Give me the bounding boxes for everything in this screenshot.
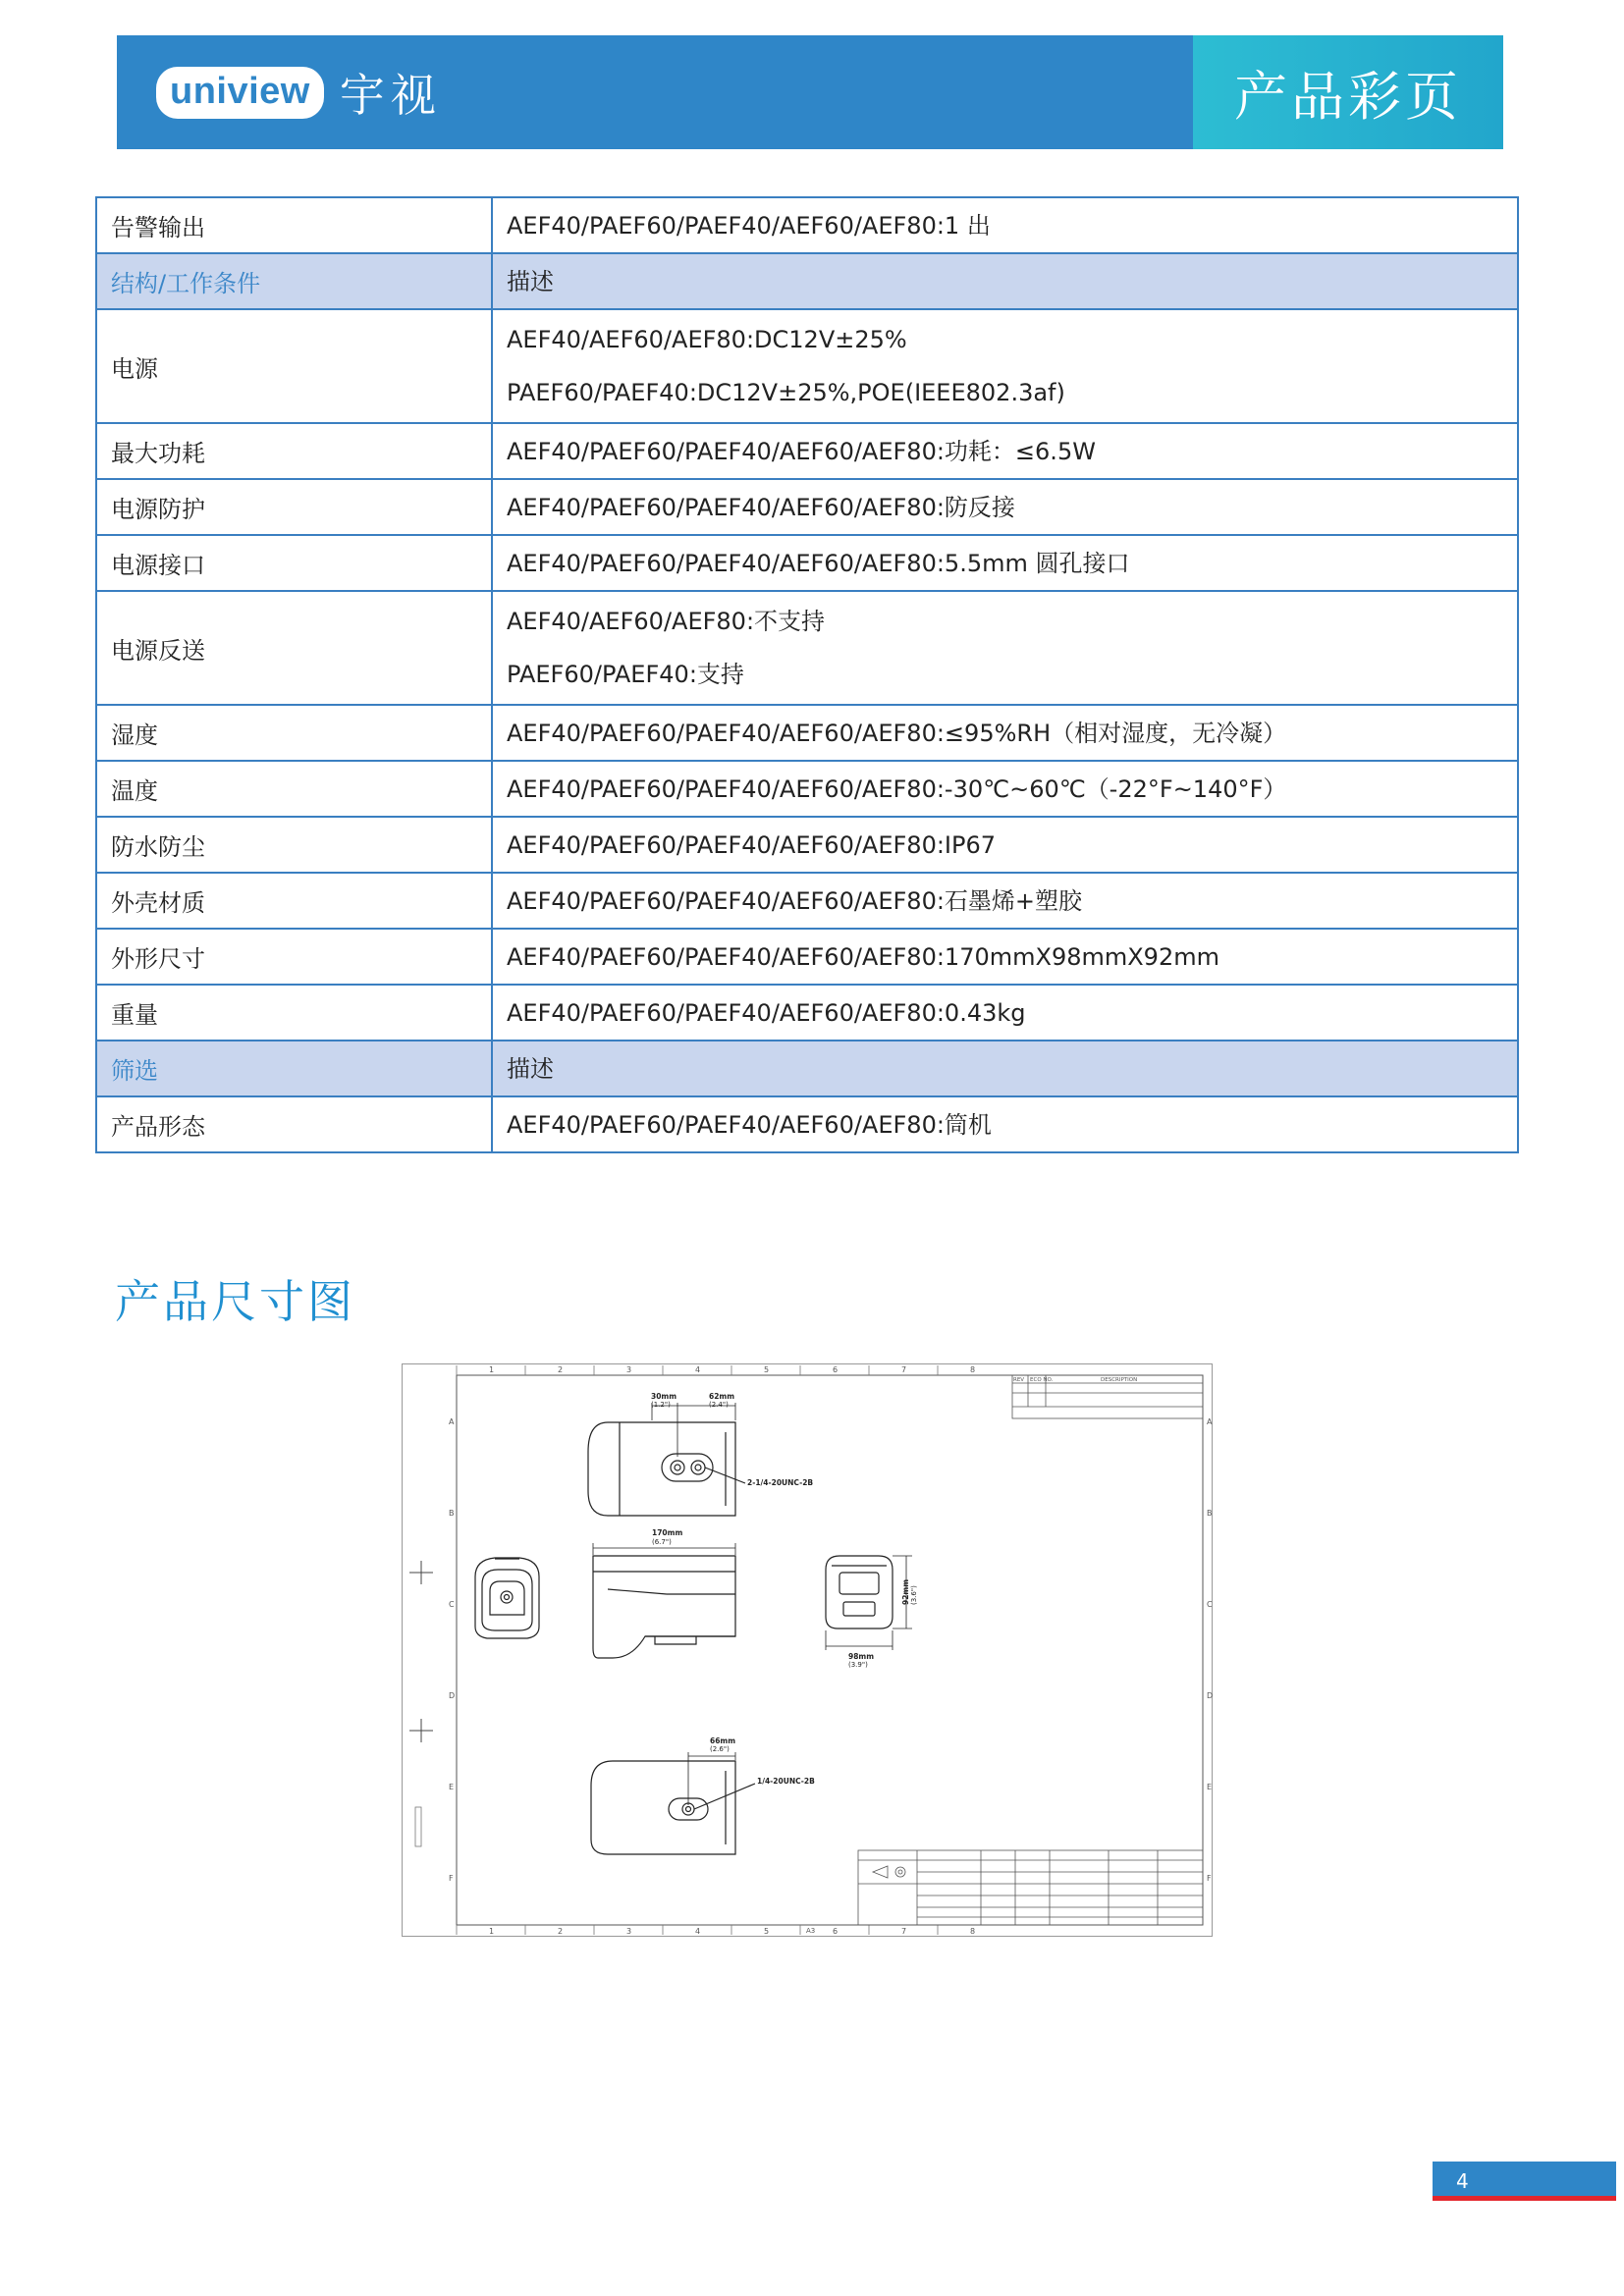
brand-area [117, 35, 1193, 149]
spec-value [492, 1096, 1518, 1152]
column-marker: 8 [970, 1365, 976, 1374]
spec-row [96, 197, 1518, 253]
spec-value-line: AEF40/PAEF60/PAEF40/AEF60/AEF80:IP67 [507, 830, 997, 859]
spec-key: 湿度 [96, 705, 492, 761]
row-marker: C [1207, 1600, 1213, 1609]
back-view [826, 1556, 893, 1629]
spec-value [492, 423, 1518, 479]
rev-col-label: REV [1013, 1377, 1025, 1383]
row-marker: F [1207, 1874, 1212, 1883]
dim-66mm: 66mm [710, 1736, 736, 1745]
spec-key: 电源防护 [96, 479, 492, 535]
spec-row [96, 761, 1518, 817]
spec-row [96, 1096, 1518, 1152]
spec-value [492, 309, 1518, 423]
spec-key: 筛选 [96, 1041, 492, 1096]
column-marker: 2 [558, 1365, 564, 1374]
column-marker: 2 [558, 1927, 564, 1936]
spec-value [492, 761, 1518, 817]
row-marker: F [449, 1874, 454, 1883]
column-marker: 8 [970, 1927, 976, 1936]
top-thread-label: 2-1/4-20UNC-2B [747, 1478, 814, 1487]
spec-value-line: AEF40/PAEF60/PAEF40/AEF60/AEF80:170mmX98mmX92mm [507, 942, 1219, 971]
column-marker: 1 [489, 1365, 495, 1374]
spec-key: 外形尺寸 [96, 929, 492, 985]
spec-value-line: AEF40/PAEF60/PAEF40/AEF60/AEF80:石墨烯+塑胶 [507, 886, 1083, 915]
row-marker: C [449, 1600, 455, 1609]
dim-98mm-in: (3.9") [848, 1661, 868, 1669]
spec-key: 告警输出 [96, 197, 492, 253]
dim-170mm: 170mm [652, 1528, 683, 1537]
spec-value [492, 253, 1518, 309]
column-marker: 6 [833, 1365, 839, 1374]
row-marker: E [1207, 1783, 1213, 1791]
desc-col-label: DESCRIPTION [1101, 1377, 1138, 1383]
spec-value-line: AEF40/PAEF60/PAEF40/AEF60/AEF80:0.43kg [507, 998, 1026, 1027]
dimension-drawing [402, 1363, 1213, 1937]
column-marker: 4 [695, 1365, 701, 1374]
spec-value [492, 817, 1518, 873]
spec-key: 电源反送 [96, 591, 492, 705]
section-header-row [96, 253, 1518, 309]
dim-170mm-in: (6.7") [652, 1538, 672, 1546]
row-marker: A [1207, 1417, 1213, 1426]
spec-table [95, 196, 1519, 1153]
spec-value [492, 929, 1518, 985]
page-number: 4 [1433, 2162, 1616, 2201]
spec-row [96, 479, 1518, 535]
dim-98mm: 98mm [848, 1652, 875, 1661]
spec-key: 防水防尘 [96, 817, 492, 873]
column-marker: 7 [901, 1365, 907, 1374]
spec-value-line: AEF40/PAEF60/PAEF40/AEF60/AEF80:功耗：≤6.5W [507, 437, 1096, 465]
section-header-row [96, 1041, 1518, 1096]
spec-value-line: 描述 [507, 1054, 554, 1083]
brand-cn-name: 宇视 [339, 69, 442, 122]
spec-row [96, 817, 1518, 873]
row-marker: D [449, 1691, 456, 1700]
row-marker: D [1207, 1691, 1213, 1700]
spec-value-line: AEF40/AEF60/AEF80:不支持 [507, 608, 826, 635]
dim-62mm-in: (2.4") [709, 1401, 729, 1409]
dim-92mm: 92mm [901, 1578, 910, 1605]
spec-row [96, 929, 1518, 985]
spec-row [96, 535, 1518, 591]
uniview-logo: uniview [156, 67, 324, 119]
spec-key: 电源接口 [96, 535, 492, 591]
column-marker: 5 [764, 1927, 770, 1936]
spec-value [492, 591, 1518, 705]
spec-row [96, 873, 1518, 929]
dim-66mm-in: (2.6") [710, 1745, 730, 1753]
bottom-thread-label: 1/4-20UNC-2B [757, 1777, 815, 1786]
dim-62mm: 62mm [709, 1392, 735, 1401]
column-marker: 3 [626, 1365, 632, 1374]
dimension-section-title: 产品尺寸图 [115, 1275, 355, 1328]
spec-value-line: AEF40/PAEF60/PAEF40/AEF60/AEF80:≤95%RH（相对湿度，无冷凝） [507, 719, 1287, 747]
spec-row [96, 309, 1518, 423]
dim-92mm-in: (3.6") [910, 1585, 918, 1605]
spec-key: 重量 [96, 985, 492, 1041]
spec-key: 外壳材质 [96, 873, 492, 929]
spec-value [492, 479, 1518, 535]
header-banner [117, 35, 1503, 149]
bottom-view [591, 1761, 755, 1854]
spec-value [492, 985, 1518, 1041]
spec-value-line: PAEF60/PAEF40:支持 [507, 661, 744, 688]
spec-value-line: PAEF60/PAEF40:DC12V±25%,POE(IEEE802.3af) [507, 379, 1065, 406]
column-marker: 6 [833, 1927, 839, 1936]
spec-row [96, 423, 1518, 479]
spec-key: 最大功耗 [96, 423, 492, 479]
front-view [475, 1558, 539, 1638]
spec-value-line: AEF40/PAEF60/PAEF40/AEF60/AEF80:防反接 [507, 493, 1015, 521]
spec-value-line: AEF40/PAEF60/PAEF40/AEF60/AEF80:1 出 [507, 211, 991, 240]
page-type-label: 产品彩页 [1193, 35, 1503, 149]
spec-key: 结构/工作条件 [96, 253, 492, 309]
column-marker: 1 [489, 1927, 495, 1936]
spec-row [96, 985, 1518, 1041]
top-view [588, 1422, 745, 1516]
row-marker: A [449, 1417, 455, 1426]
eco-col-label: ECO NO. [1030, 1377, 1054, 1383]
column-marker: 5 [764, 1365, 770, 1374]
spec-value [492, 873, 1518, 929]
spec-key: 电源 [96, 309, 492, 423]
row-marker: B [449, 1509, 455, 1518]
spec-value-line: AEF40/PAEF60/PAEF40/AEF60/AEF80:5.5mm 圆孔接口 [507, 549, 1130, 577]
row-marker: E [449, 1783, 455, 1791]
column-marker: 7 [901, 1927, 907, 1936]
spec-value [492, 197, 1518, 253]
spec-key: 产品形态 [96, 1096, 492, 1152]
sheet-size-label: A3 [806, 1927, 816, 1935]
dim-30mm-in: (1.2") [651, 1401, 671, 1409]
spec-value [492, 535, 1518, 591]
column-marker: 4 [695, 1927, 701, 1936]
spec-key: 温度 [96, 761, 492, 817]
column-marker: 3 [626, 1927, 632, 1936]
spec-value [492, 1041, 1518, 1096]
row-marker: B [1207, 1509, 1213, 1518]
spec-value-line: 描述 [507, 267, 554, 295]
spec-value-line: AEF40/AEF60/AEF80:DC12V±25% [507, 326, 907, 353]
spec-value [492, 705, 1518, 761]
dim-30mm: 30mm [651, 1392, 677, 1401]
spec-row [96, 591, 1518, 705]
spec-value-line: AEF40/PAEF60/PAEF40/AEF60/AEF80:-30℃~60℃（-22°F~140°F） [507, 774, 1287, 803]
spec-row [96, 705, 1518, 761]
spec-value-line: AEF40/PAEF60/PAEF40/AEF60/AEF80:筒机 [507, 1110, 992, 1139]
